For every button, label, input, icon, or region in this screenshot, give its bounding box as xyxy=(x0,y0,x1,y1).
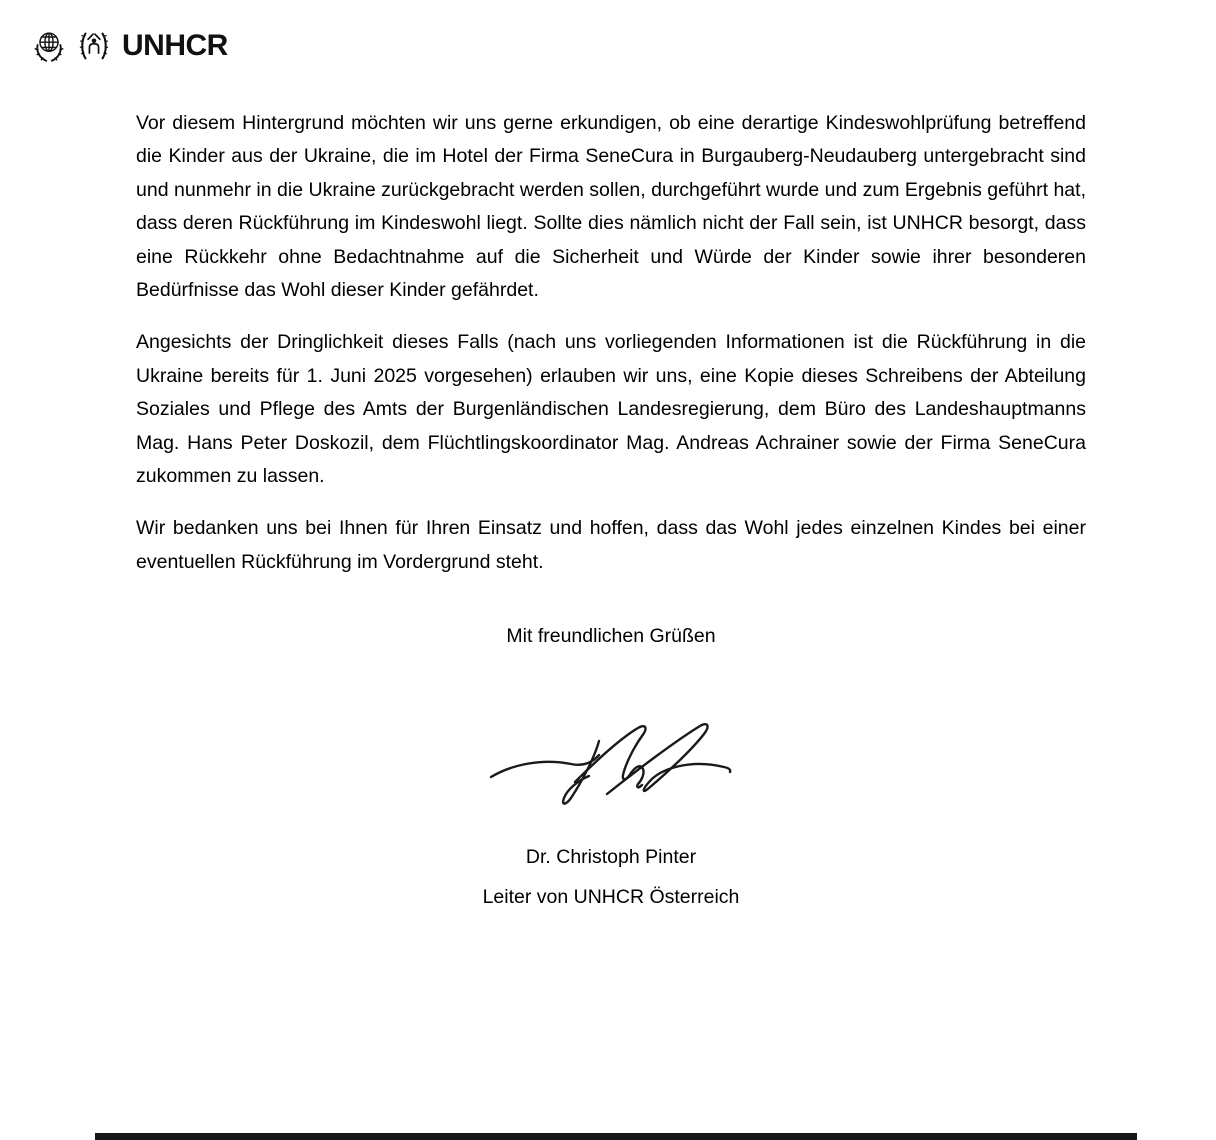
signature-block xyxy=(136,837,1086,917)
letter-body xyxy=(136,107,1086,917)
signatory-name: Dr. Christoph Pinter xyxy=(525,845,697,868)
closing-salutation: Mit freundlichen Grüßen xyxy=(506,625,716,648)
unhcr-emblem-icon xyxy=(75,27,113,65)
paragraph-2: Angesichts der Dringlichkeit dieses Falls (nach uns vorliegenden Informationen ist die Rückführung in die Ukraine bereits für 1. Juni 2025 vorgesehen) erlauben wir uns, eine Kopie dieses Schreibens der Abteilung Soziales und Pflege des Amts der Burgenländischen Landesregierung, dem Büro des Landeshauptmanns Mag. Hans Peter Doskozil, dem Flüchtlingskoordinator Mag. Andreas Achrainer sowie der Firma SeneCura zukommen zu lassen. xyxy=(136,331,1086,488)
paragraph-3: Wir bedanken uns bei Ihnen für Ihren Einsatz und hoffen, dass das Wohl jedes einzelnen Kindes bei einer eventuellen Rückführung im Vordergrund steht. xyxy=(136,517,1086,573)
un-emblem-icon xyxy=(30,27,68,65)
signatory-title: Leiter von UNHCR Österreich xyxy=(482,885,740,908)
letterhead xyxy=(30,27,228,65)
page-divider xyxy=(95,1133,1137,1140)
unhcr-wordmark: UNHCR xyxy=(122,29,228,62)
handwritten-signature xyxy=(486,714,736,809)
paragraph-1: Vor diesem Hintergrund möchten wir uns gerne erkundigen, ob eine derartige Kindeswohlprüfung betreffend die Kinder aus der Ukraine, die im Hotel der Firma SeneCura in Burgauberg-Neudauberg untergebracht sind und nunmehr in die Ukraine zurückgebracht werden sollen, durchgeführt wurde und zum Ergebnis geführt hat, dass deren Rückführung im Kindeswohl liegt. Sollte dies nämlich nicht der Fall sein, ist UNHCR besorgt, dass eine Rückkehr ohne Bedachtnahme auf die Sicherheit und Würde der Kinder sowie ihrer besonderen Bedürfnisse das Wohl dieser Kinder gefährdet. xyxy=(136,112,1086,302)
